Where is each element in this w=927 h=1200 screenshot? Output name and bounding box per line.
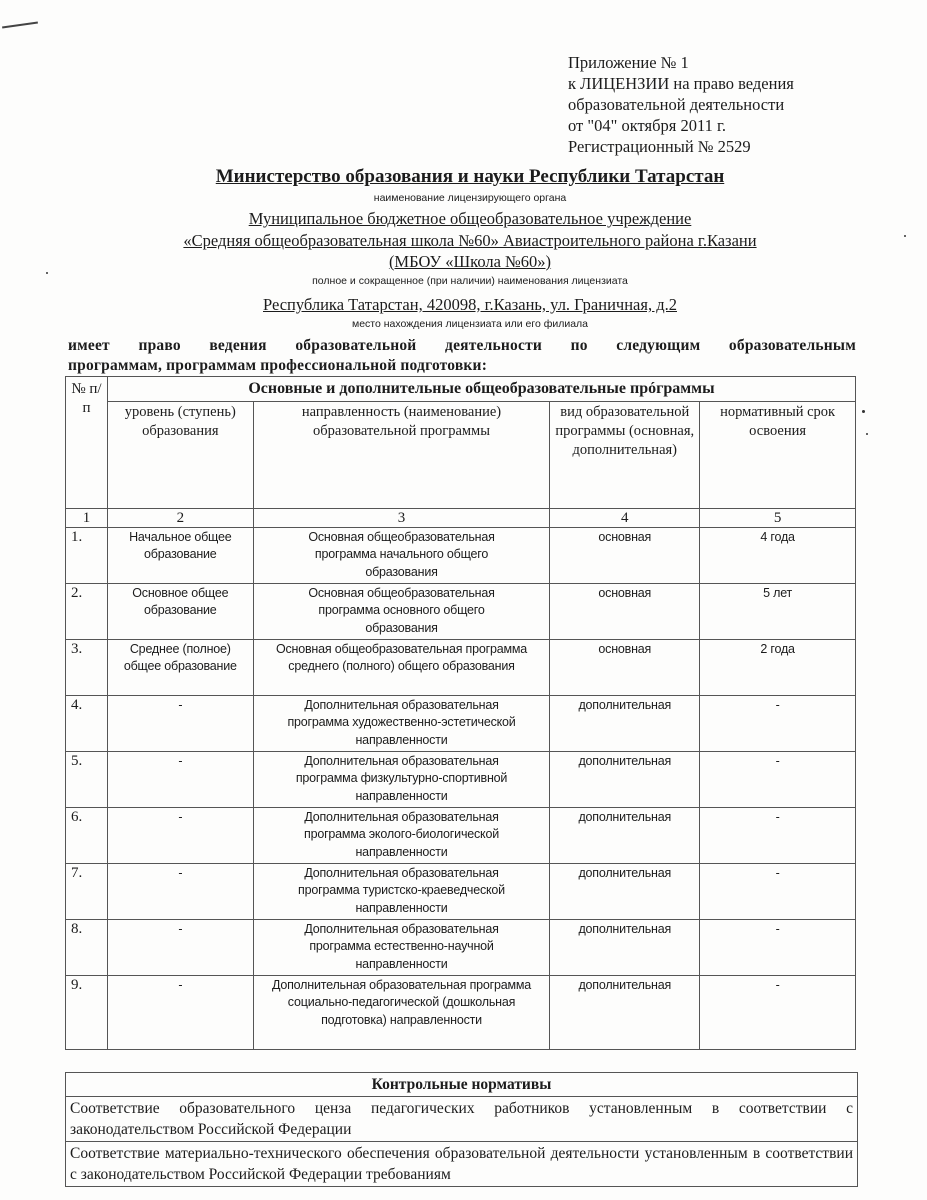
intro-statement	[68, 336, 856, 376]
table-row	[66, 639, 856, 695]
row-term: -	[700, 863, 856, 919]
scan-speck	[866, 433, 868, 435]
col-header-level: уровень (ступень) образования	[107, 401, 253, 508]
col-number: 5	[700, 508, 856, 527]
row-type: основная	[550, 639, 700, 695]
appendix-line: к ЛИЦЕНЗИИ на право ведения	[568, 74, 794, 93]
row-type: дополнительная	[550, 751, 700, 807]
row-number: 7.	[66, 863, 108, 919]
row-type: дополнительная	[550, 975, 700, 1049]
licensee-name-line: «Средняя общеобразовательная школа №60» Авиастроительного района г.Казани	[183, 230, 757, 250]
row-term: 2 года	[700, 639, 856, 695]
row-number: 5.	[66, 751, 108, 807]
appendix-line: Регистрационный № 2529	[568, 137, 751, 156]
row-term: -	[700, 695, 856, 751]
table-row	[66, 751, 856, 807]
control-standard-item: Соответствие образовательного ценза педагогических работников установленным в соответствии с законодательством Российской Федерации	[66, 1097, 858, 1142]
col-number: 4	[550, 508, 700, 527]
row-program: Основная общеобразовательная программа среднего (полного) общего образования	[253, 639, 550, 695]
row-program: Дополнительная образовательная программа эколого-биологической направленности	[253, 807, 550, 863]
row-level: Начальное общее образование	[107, 527, 253, 583]
table-row	[66, 919, 856, 975]
row-number: 9.	[66, 975, 108, 1049]
row-level: -	[107, 807, 253, 863]
scan-speck	[904, 235, 906, 237]
licensee-name-line: Муниципальное бюджетное общеобразовательное учреждение	[248, 209, 692, 228]
table-row	[66, 583, 856, 639]
control-standards-table	[65, 1072, 858, 1187]
appendix-line: Приложение № 1	[568, 53, 689, 72]
licensee-name	[60, 208, 880, 273]
row-program: Основная общеобразовательная программа основного общего образования	[253, 583, 550, 639]
row-level: Среднее (полное) общее образование	[107, 639, 253, 695]
licensee-name-line: (МБОУ «Школа №60»)	[388, 252, 552, 271]
col-number: 3	[253, 508, 550, 527]
control-standard-item: Соответствие материально-технического обеспечения образовательной деятельности установленным в соответствии с законодательством Российской Федерации требованиям	[66, 1142, 858, 1187]
appendix-line: от "04" октября 2011 г.	[568, 116, 726, 135]
row-program: Дополнительная образовательная программа туристско-краеведческой направленности	[253, 863, 550, 919]
row-level: -	[107, 695, 253, 751]
licensee-caption: полное и сокращенное (при наличии) наименования лицензиата	[312, 275, 628, 287]
col-header-term: нормативный срок освоения	[700, 401, 856, 508]
row-number: 3.	[66, 639, 108, 695]
group-header: Основные и дополнительные общеобразовательные прóграммы	[107, 377, 855, 402]
row-term: 4 года	[700, 527, 856, 583]
col-header-type: вид образовательной программы (основная, дополнительная)	[550, 401, 700, 508]
row-level: -	[107, 919, 253, 975]
row-term: -	[700, 807, 856, 863]
row-number: 4.	[66, 695, 108, 751]
col-number: 1	[66, 508, 108, 527]
table-row	[66, 527, 856, 583]
appendix-header	[568, 52, 794, 157]
row-number: 6.	[66, 807, 108, 863]
row-number: 8.	[66, 919, 108, 975]
licensing-body-caption: наименование лицензирующего органа	[373, 192, 567, 204]
table-row	[66, 695, 856, 751]
row-number: 2.	[66, 583, 108, 639]
row-type: основная	[550, 527, 700, 583]
programs-table	[65, 376, 856, 1050]
row-number: 1.	[66, 527, 108, 583]
table-row	[66, 807, 856, 863]
licensing-body-name: Министерство образования и науки Республики Татарстан	[215, 166, 725, 187]
control-standards-title: Контрольные нормативы	[66, 1073, 858, 1097]
licensee-address: Республика Татарстан, 420098, г.Казань, ул. Граничная, д.2	[263, 295, 677, 314]
scan-speck	[862, 410, 865, 413]
row-program: Дополнительная образовательная программа естественно-научной направленности	[253, 919, 550, 975]
row-term: -	[700, 919, 856, 975]
table-row	[66, 863, 856, 919]
row-level: Основное общее образование	[107, 583, 253, 639]
row-program: Дополнительная образовательная программа физкультурно-спортивной направленности	[253, 751, 550, 807]
row-term: 5 лет	[700, 583, 856, 639]
row-term: -	[700, 751, 856, 807]
row-type: дополнительная	[550, 919, 700, 975]
row-type: дополнительная	[550, 695, 700, 751]
intro-line-1: имеет право ведения образовательной деятельности по следующим образовательным	[68, 337, 856, 354]
row-term: -	[700, 975, 856, 1049]
scan-pen-mark	[2, 22, 38, 29]
col-number: 2	[107, 508, 253, 527]
row-type: дополнительная	[550, 863, 700, 919]
row-program: Дополнительная образовательная программа художественно-эстетической направленности	[253, 695, 550, 751]
row-program: Основная общеобразовательная программа начального общего образования	[253, 527, 550, 583]
row-program: Дополнительная образовательная программа социально-педагогической (дошкольная подготовка) направленности	[253, 975, 550, 1049]
col-header-program: направленность (наименование) образовательной программы	[253, 401, 550, 508]
row-level: -	[107, 863, 253, 919]
row-level: -	[107, 975, 253, 1049]
scan-speck	[46, 272, 48, 274]
num-header: № п/п	[66, 377, 108, 509]
row-level: -	[107, 751, 253, 807]
row-type: дополнительная	[550, 807, 700, 863]
appendix-line: образовательной деятельности	[568, 95, 785, 114]
row-type: основная	[550, 583, 700, 639]
table-row	[66, 975, 856, 1049]
intro-line-2: программам, программам профессиональной подготовки:	[68, 357, 488, 374]
address-caption: место нахождения лицензиата или его филиала	[351, 318, 589, 330]
